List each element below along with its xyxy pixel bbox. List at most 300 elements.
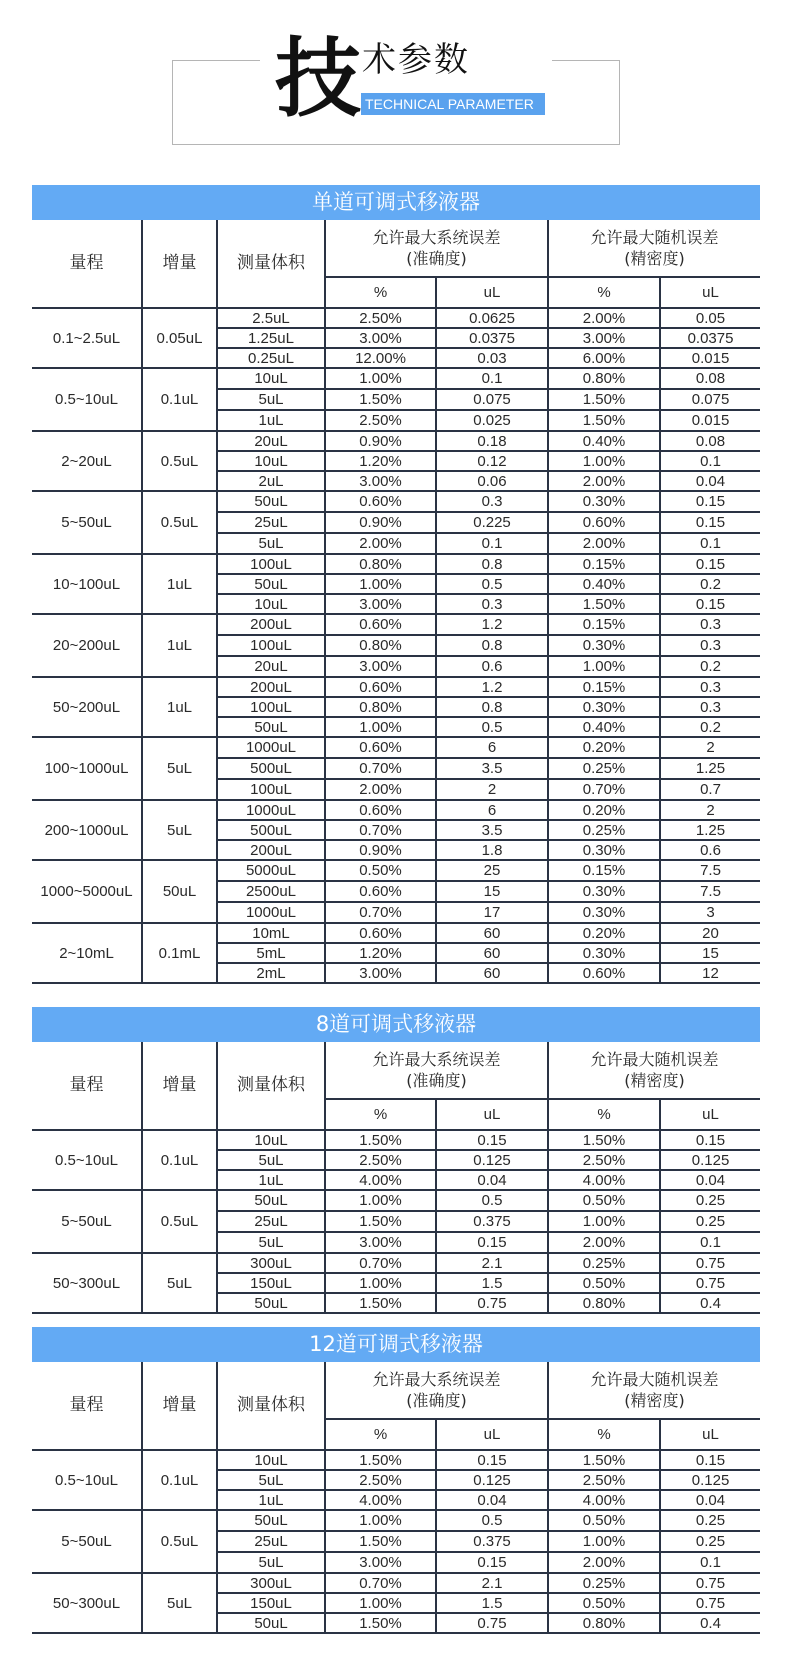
rand-percent-cell: 4.00%: [548, 1490, 660, 1510]
range-cell: 20~200uL: [32, 614, 142, 677]
sys-ul-cell: 0.04: [436, 1490, 548, 1510]
sys-ul-cell: 1.8: [436, 840, 548, 860]
sys-ul-cell: 0.375: [436, 1211, 548, 1232]
sys-ul-cell: 3.5: [436, 820, 548, 840]
rand-ul-cell: 0.25: [660, 1190, 760, 1211]
sys-percent-cell: 0.70%: [325, 902, 436, 923]
sys-ul-cell: 6: [436, 800, 548, 820]
rand-ul-cell: 0.25: [660, 1211, 760, 1232]
rand-error-header: [548, 220, 760, 277]
sys-ul-cell: 0.3: [436, 594, 548, 614]
rand-percent-cell: 2.50%: [548, 1470, 660, 1490]
sys-percent-cell: 0.90%: [325, 431, 436, 451]
rand-ul-cell: 0.25: [660, 1510, 760, 1531]
section-title: 12道可调式移液器: [32, 1327, 760, 1362]
rand-percent-cell: 0.80%: [548, 1613, 660, 1633]
rand-percent-cell: 6.00%: [548, 348, 660, 368]
sys-percent-cell: 0.50%: [325, 860, 436, 881]
sys-ul-cell: 2.1: [436, 1573, 548, 1593]
sys-percent-cell: 1.00%: [325, 717, 436, 737]
volume-cell: 1000uL: [217, 800, 325, 820]
sys-ul-cell: 0.3: [436, 491, 548, 512]
range-cell: 50~300uL: [32, 1573, 142, 1633]
rand-ul-cell: 0.1: [660, 1232, 760, 1253]
rand-ul-cell: 0.125: [660, 1470, 760, 1490]
sys-percent-cell: 2.50%: [325, 308, 436, 328]
sys-ul-cell: 2.1: [436, 1253, 548, 1273]
rand-percent-cell: 0.80%: [548, 1293, 660, 1313]
volume-cell: 200uL: [217, 614, 325, 635]
rand-ul-cell: 1.25: [660, 820, 760, 840]
rand-percent-cell: 1.00%: [548, 1211, 660, 1232]
volume-cell: 300uL: [217, 1253, 325, 1273]
volume-cell: 100uL: [217, 779, 325, 800]
sys-error-label: 允许最大系统误差: [372, 1370, 501, 1389]
rand-percent-cell: 0.60%: [548, 963, 660, 983]
sys-ul-cell: 0.15: [436, 1232, 548, 1253]
rand-error-label: 允许最大随机误差: [590, 1050, 719, 1069]
rand-percent-cell: 0.70%: [548, 779, 660, 800]
rand-ul-cell: 0.05: [660, 308, 760, 328]
volume-cell: 5000uL: [217, 860, 325, 881]
sys-percent-cell: 0.70%: [325, 820, 436, 840]
sys-ul-cell: 0.03: [436, 348, 548, 368]
sys-error-header: [325, 1362, 548, 1419]
sys-percent-cell: 1.20%: [325, 451, 436, 471]
rand-percent-cell: 0.30%: [548, 491, 660, 512]
volume-cell: 10uL: [217, 594, 325, 614]
increment-cell: 0.5uL: [142, 1190, 217, 1253]
sys-ul-cell: 1.5: [436, 1273, 548, 1293]
rand-ul-cell: 0.04: [660, 471, 760, 491]
range-cell: 5~50uL: [32, 1510, 142, 1573]
sys-ul-cell: 1.5: [436, 1593, 548, 1613]
rand-ul-cell: 0.04: [660, 1170, 760, 1190]
rand-ul-cell: 0.75: [660, 1253, 760, 1273]
rand-ul-cell: 0.125: [660, 1150, 760, 1170]
sys-ul-cell: 0.5: [436, 574, 548, 594]
rand-ul-cell: 0.4: [660, 1293, 760, 1313]
increment-cell: 5uL: [142, 1573, 217, 1633]
volume-cell: 500uL: [217, 820, 325, 840]
rand-percent-cell: 1.00%: [548, 1531, 660, 1552]
rand-ul-header: uL: [660, 1419, 760, 1450]
sys-percent-cell: 1.50%: [325, 1531, 436, 1552]
rand-percent-header: %: [548, 1419, 660, 1450]
table-row: [32, 554, 760, 574]
volume-cell: 5uL: [217, 1150, 325, 1170]
sys-percent-cell: 1.00%: [325, 1190, 436, 1211]
increment-cell: 0.5uL: [142, 1510, 217, 1573]
rand-ul-header: uL: [660, 277, 760, 308]
section-title: 8道可调式移液器: [32, 1007, 760, 1042]
range-header: 量程: [32, 1042, 142, 1130]
volume-cell: 100uL: [217, 554, 325, 574]
rand-percent-cell: 0.50%: [548, 1593, 660, 1613]
rand-percent-cell: 0.80%: [548, 368, 660, 389]
sys-ul-cell: 0.15: [436, 1450, 548, 1470]
rand-ul-cell: 0.2: [660, 656, 760, 677]
range-cell: 0.5~10uL: [32, 368, 142, 431]
rand-ul-cell: 0.075: [660, 389, 760, 410]
rand-ul-cell: 0.15: [660, 512, 760, 533]
sys-ul-cell: 0.5: [436, 1510, 548, 1531]
rand-percent-cell: 0.25%: [548, 1253, 660, 1273]
volume-cell: 25uL: [217, 1211, 325, 1232]
volume-cell: 150uL: [217, 1593, 325, 1613]
range-cell: 200~1000uL: [32, 800, 142, 860]
volume-cell: 50uL: [217, 1293, 325, 1313]
rand-ul-cell: 0.15: [660, 594, 760, 614]
volume-cell: 50uL: [217, 1613, 325, 1633]
table-row: [32, 800, 760, 820]
rand-percent-cell: 0.30%: [548, 902, 660, 923]
volume-cell: 50uL: [217, 1190, 325, 1211]
volume-cell: 50uL: [217, 574, 325, 594]
volume-header: 测量体积: [217, 1362, 325, 1450]
sys-percent-cell: 2.50%: [325, 1470, 436, 1490]
rand-ul-cell: 0.3: [660, 635, 760, 656]
rand-percent-cell: 0.15%: [548, 554, 660, 574]
sys-ul-cell: 0.375: [436, 1531, 548, 1552]
sys-percent-cell: 4.00%: [325, 1170, 436, 1190]
rand-ul-cell: 2: [660, 800, 760, 820]
header-title: 术参数: [362, 40, 470, 80]
sys-percent-cell: 0.90%: [325, 840, 436, 860]
rand-percent-cell: 0.20%: [548, 737, 660, 758]
range-cell: 1000~5000uL: [32, 860, 142, 923]
rand-ul-cell: 0.1: [660, 533, 760, 554]
rand-ul-cell: 0.15: [660, 1450, 760, 1470]
rand-percent-cell: 0.25%: [548, 758, 660, 779]
table-row: [32, 491, 760, 512]
sys-ul-cell: 6: [436, 737, 548, 758]
sys-percent-cell: 4.00%: [325, 1490, 436, 1510]
rand-ul-cell: 0.015: [660, 410, 760, 431]
rand-ul-cell: 12: [660, 963, 760, 983]
volume-cell: 10uL: [217, 451, 325, 471]
volume-cell: 5mL: [217, 943, 325, 963]
volume-cell: 200uL: [217, 677, 325, 697]
range-cell: 0.5~10uL: [32, 1450, 142, 1510]
rand-percent-cell: 1.00%: [548, 451, 660, 471]
increment-cell: 50uL: [142, 860, 217, 923]
volume-cell: 1.25uL: [217, 328, 325, 348]
volume-header: 测量体积: [217, 1042, 325, 1130]
table-row: [32, 923, 760, 943]
rand-ul-cell: 0.15: [660, 554, 760, 574]
spec-table: [32, 1042, 760, 1314]
rand-ul-cell: 0.6: [660, 840, 760, 860]
rand-percent-cell: 0.40%: [548, 717, 660, 737]
sys-ul-header: uL: [436, 1419, 548, 1450]
table-row: [32, 1450, 760, 1470]
sys-percent-cell: 1.50%: [325, 1293, 436, 1313]
table-row: [32, 308, 760, 328]
table-row: [32, 368, 760, 389]
precision-label: (精密度): [624, 1071, 685, 1090]
spec-table: [32, 220, 760, 984]
accuracy-label: (准确度): [406, 1391, 467, 1410]
volume-cell: 5uL: [217, 389, 325, 410]
rand-percent-cell: 0.30%: [548, 840, 660, 860]
sys-ul-cell: 0.8: [436, 554, 548, 574]
spec-section: [32, 185, 760, 984]
spec-section: [32, 1327, 760, 1634]
increment-header: 增量: [142, 1042, 217, 1130]
sys-ul-cell: 0.1: [436, 368, 548, 389]
volume-cell: 2.5uL: [217, 308, 325, 328]
increment-cell: 0.5uL: [142, 491, 217, 554]
volume-cell: 10uL: [217, 368, 325, 389]
sys-ul-cell: 0.12: [436, 451, 548, 471]
range-header: 量程: [32, 220, 142, 308]
sys-ul-header: uL: [436, 277, 548, 308]
rand-ul-cell: 0.75: [660, 1273, 760, 1293]
sys-percent-cell: 0.60%: [325, 923, 436, 943]
sys-ul-cell: 0.225: [436, 512, 548, 533]
table-row: [32, 1253, 760, 1273]
rand-ul-cell: 0.2: [660, 717, 760, 737]
rand-percent-cell: 2.00%: [548, 471, 660, 491]
sys-percent-cell: 0.80%: [325, 635, 436, 656]
sys-percent-cell: 0.60%: [325, 491, 436, 512]
increment-header: 增量: [142, 220, 217, 308]
rand-ul-cell: 20: [660, 923, 760, 943]
rand-percent-cell: 2.00%: [548, 1232, 660, 1253]
rand-error-header: [548, 1042, 760, 1099]
rand-ul-cell: 0.015: [660, 348, 760, 368]
rand-percent-cell: 1.50%: [548, 1450, 660, 1470]
volume-cell: 1000uL: [217, 737, 325, 758]
volume-cell: 1uL: [217, 1490, 325, 1510]
sys-ul-cell: 60: [436, 923, 548, 943]
table-row: [32, 1510, 760, 1531]
rand-percent-header: %: [548, 277, 660, 308]
rand-ul-cell: 0.3: [660, 677, 760, 697]
volume-cell: 10uL: [217, 1130, 325, 1150]
sys-percent-cell: 1.00%: [325, 1593, 436, 1613]
rand-percent-cell: 1.50%: [548, 389, 660, 410]
sys-percent-cell: 2.50%: [325, 410, 436, 431]
sys-ul-cell: 0.8: [436, 697, 548, 717]
volume-cell: 10mL: [217, 923, 325, 943]
sys-ul-cell: 0.5: [436, 717, 548, 737]
sys-percent-cell: 3.00%: [325, 656, 436, 677]
header-big-char: 技: [275, 29, 361, 129]
rand-percent-cell: 0.30%: [548, 697, 660, 717]
volume-cell: 200uL: [217, 840, 325, 860]
increment-cell: 0.1uL: [142, 1130, 217, 1190]
table-row: [32, 737, 760, 758]
rand-percent-header: %: [548, 1099, 660, 1130]
accuracy-label: (准确度): [406, 249, 467, 268]
rand-ul-cell: 0.3: [660, 614, 760, 635]
rand-ul-cell: 0.4: [660, 1613, 760, 1633]
sys-error-label: 允许最大系统误差: [372, 1050, 501, 1069]
precision-label: (精密度): [624, 249, 685, 268]
spec-table: [32, 1362, 760, 1634]
rand-ul-cell: 0.1: [660, 1552, 760, 1573]
sys-percent-cell: 0.80%: [325, 554, 436, 574]
sys-ul-cell: 0.15: [436, 1130, 548, 1150]
sys-ul-cell: 17: [436, 902, 548, 923]
increment-cell: 1uL: [142, 677, 217, 737]
increment-cell: 0.1mL: [142, 923, 217, 983]
increment-cell: 5uL: [142, 800, 217, 860]
rand-error-label: 允许最大随机误差: [590, 228, 719, 247]
volume-cell: 50uL: [217, 491, 325, 512]
sys-ul-cell: 0.125: [436, 1150, 548, 1170]
table-row: [32, 431, 760, 451]
range-cell: 5~50uL: [32, 491, 142, 554]
rand-ul-cell: 0.04: [660, 1490, 760, 1510]
rand-ul-cell: 0.08: [660, 431, 760, 451]
sys-ul-cell: 3.5: [436, 758, 548, 779]
sys-percent-cell: 0.60%: [325, 737, 436, 758]
sys-percent-cell: 1.20%: [325, 943, 436, 963]
rand-percent-cell: 0.30%: [548, 943, 660, 963]
sys-ul-cell: 25: [436, 860, 548, 881]
sys-percent-cell: 1.50%: [325, 1450, 436, 1470]
rand-percent-cell: 1.50%: [548, 1130, 660, 1150]
range-cell: 5~50uL: [32, 1190, 142, 1253]
rand-error-label: 允许最大随机误差: [590, 1370, 719, 1389]
volume-cell: 1uL: [217, 410, 325, 431]
sys-percent-cell: 1.50%: [325, 1613, 436, 1633]
rand-percent-cell: 1.50%: [548, 410, 660, 431]
sys-percent-cell: 0.70%: [325, 1573, 436, 1593]
sys-percent-cell: 1.00%: [325, 1510, 436, 1531]
volume-cell: 25uL: [217, 512, 325, 533]
rand-ul-cell: 7.5: [660, 860, 760, 881]
rand-percent-cell: 0.50%: [548, 1510, 660, 1531]
sys-error-header: [325, 220, 548, 277]
sys-percent-header: %: [325, 1099, 436, 1130]
sys-ul-cell: 0.6: [436, 656, 548, 677]
increment-header: 增量: [142, 1362, 217, 1450]
rand-percent-cell: 0.20%: [548, 923, 660, 943]
volume-cell: 20uL: [217, 656, 325, 677]
volume-cell: 2mL: [217, 963, 325, 983]
sys-percent-cell: 1.00%: [325, 1273, 436, 1293]
volume-cell: 100uL: [217, 635, 325, 656]
increment-cell: 5uL: [142, 1253, 217, 1313]
sys-percent-cell: 0.60%: [325, 881, 436, 902]
sys-ul-cell: 2: [436, 779, 548, 800]
rand-percent-cell: 0.30%: [548, 635, 660, 656]
rand-ul-cell: 0.25: [660, 1531, 760, 1552]
sys-percent-cell: 12.00%: [325, 348, 436, 368]
sys-ul-cell: 0.5: [436, 1190, 548, 1211]
sys-percent-cell: 3.00%: [325, 594, 436, 614]
range-header: 量程: [32, 1362, 142, 1450]
volume-cell: 10uL: [217, 1450, 325, 1470]
sys-error-header: [325, 1042, 548, 1099]
sys-ul-cell: 0.15: [436, 1552, 548, 1573]
volume-cell: 1uL: [217, 1170, 325, 1190]
header-english-tag: TECHNICAL PARAMETER: [361, 93, 545, 115]
sys-percent-cell: 0.90%: [325, 512, 436, 533]
rand-ul-header: uL: [660, 1099, 760, 1130]
header-row: [32, 1042, 760, 1099]
volume-cell: 50uL: [217, 1510, 325, 1531]
sys-percent-cell: 3.00%: [325, 1552, 436, 1573]
rand-percent-cell: 0.60%: [548, 512, 660, 533]
sys-percent-cell: 1.50%: [325, 1211, 436, 1232]
sys-percent-cell: 0.80%: [325, 697, 436, 717]
rand-ul-cell: 3: [660, 902, 760, 923]
increment-cell: 1uL: [142, 554, 217, 614]
sys-ul-cell: 0.075: [436, 389, 548, 410]
sys-percent-cell: 3.00%: [325, 963, 436, 983]
sys-percent-cell: 2.00%: [325, 533, 436, 554]
rand-ul-cell: 15: [660, 943, 760, 963]
volume-cell: 0.25uL: [217, 348, 325, 368]
sys-ul-cell: 0.1: [436, 533, 548, 554]
rand-percent-cell: 2.00%: [548, 308, 660, 328]
rand-percent-cell: 0.15%: [548, 677, 660, 697]
volume-cell: 25uL: [217, 1531, 325, 1552]
section-title: 单道可调式移液器: [32, 185, 760, 220]
table-row: [32, 860, 760, 881]
table-row: [32, 1190, 760, 1211]
sys-ul-cell: 15: [436, 881, 548, 902]
increment-cell: 0.1uL: [142, 368, 217, 431]
rand-percent-cell: 0.25%: [548, 820, 660, 840]
sys-percent-cell: 0.70%: [325, 1253, 436, 1273]
increment-cell: 1uL: [142, 614, 217, 677]
rand-percent-cell: 0.25%: [548, 1573, 660, 1593]
table-row: [32, 1130, 760, 1150]
rand-ul-cell: 0.0375: [660, 328, 760, 348]
sys-ul-cell: 0.125: [436, 1470, 548, 1490]
sys-ul-cell: 0.8: [436, 635, 548, 656]
table-row: [32, 677, 760, 697]
sys-ul-header: uL: [436, 1099, 548, 1130]
increment-cell: 5uL: [142, 737, 217, 800]
volume-cell: 20uL: [217, 431, 325, 451]
increment-cell: 0.5uL: [142, 431, 217, 491]
rand-percent-cell: 1.50%: [548, 594, 660, 614]
sys-ul-cell: 0.18: [436, 431, 548, 451]
sys-percent-cell: 2.50%: [325, 1150, 436, 1170]
sys-percent-cell: 3.00%: [325, 471, 436, 491]
rand-ul-cell: 2: [660, 737, 760, 758]
volume-cell: 2500uL: [217, 881, 325, 902]
rand-percent-cell: 0.40%: [548, 431, 660, 451]
volume-cell: 300uL: [217, 1573, 325, 1593]
rand-ul-cell: 0.75: [660, 1573, 760, 1593]
rand-percent-cell: 2.50%: [548, 1150, 660, 1170]
volume-cell: 150uL: [217, 1273, 325, 1293]
table-row: [32, 614, 760, 635]
volume-cell: 100uL: [217, 697, 325, 717]
rand-percent-cell: 4.00%: [548, 1170, 660, 1190]
volume-header: 测量体积: [217, 220, 325, 308]
volume-cell: 1000uL: [217, 902, 325, 923]
sys-ul-cell: 0.0625: [436, 308, 548, 328]
rand-percent-cell: 2.00%: [548, 533, 660, 554]
sys-percent-cell: 1.00%: [325, 574, 436, 594]
sys-ul-cell: 60: [436, 963, 548, 983]
sys-error-label: 允许最大系统误差: [372, 228, 501, 247]
sys-ul-cell: 1.2: [436, 677, 548, 697]
volume-cell: 5uL: [217, 1470, 325, 1490]
sys-percent-cell: 2.00%: [325, 779, 436, 800]
table-row: [32, 1573, 760, 1593]
rand-ul-cell: 1.25: [660, 758, 760, 779]
